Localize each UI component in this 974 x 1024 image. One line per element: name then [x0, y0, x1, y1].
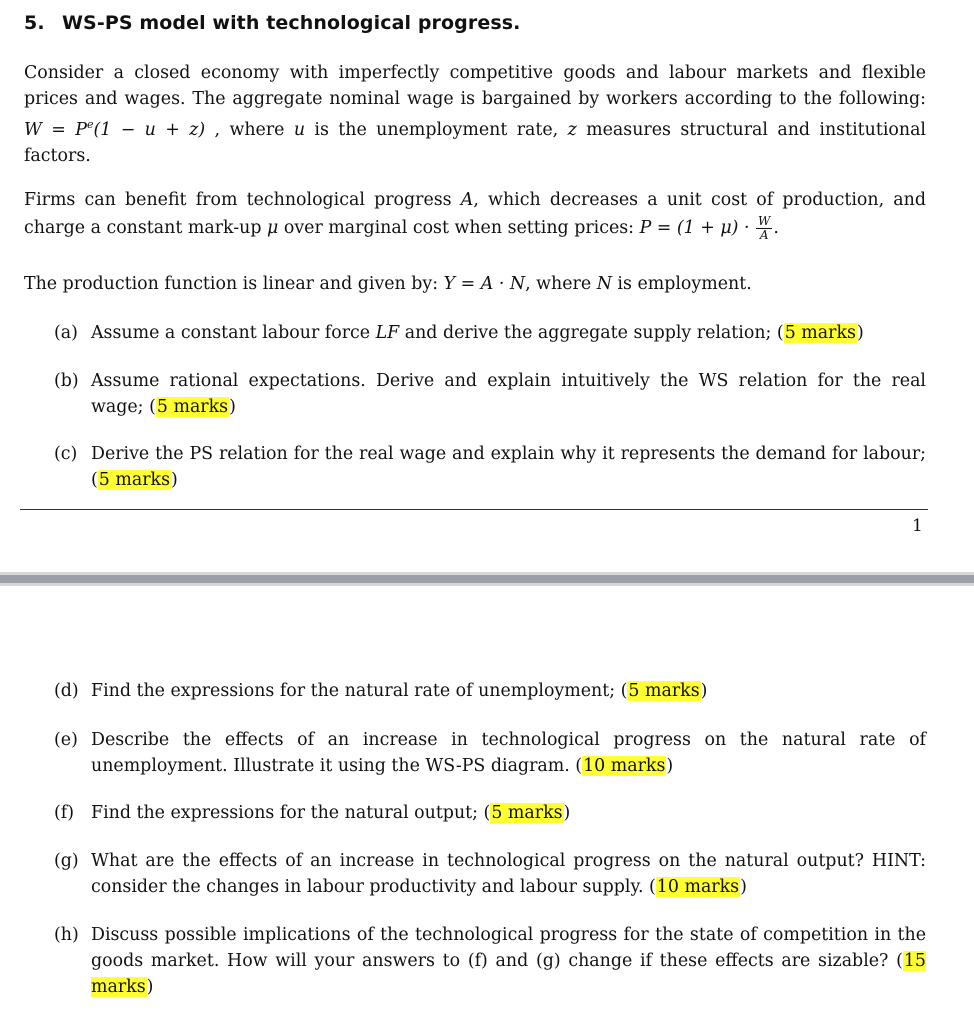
marks-highlight: 10 marks: [656, 877, 740, 897]
item-label: (d): [54, 681, 79, 701]
firms-text-4: .: [773, 218, 779, 238]
intro-text-2: , where: [205, 119, 294, 140]
item-text: Assume a constant labour force: [91, 323, 376, 343]
item-text: Discuss possible implications of the technological progress for the state of competition in the goods market. How will your answers to (f) and (g) change if these effects are sizable? (: [91, 925, 926, 971]
production-paragraph: [24, 271, 926, 297]
firms-text-3: over marginal cost when setting prices:: [278, 218, 640, 238]
production-text: The production function is linear and given by:: [24, 274, 444, 294]
wage-eq-sup: e: [86, 118, 94, 131]
wage-eq-lhs: W = P: [24, 119, 87, 140]
fraction-numerator: W: [758, 214, 771, 228]
document-page-2: [0, 586, 974, 1024]
intro-text-4: measures structural and institutional factors.: [24, 119, 926, 166]
item-label: (g): [54, 851, 79, 871]
production-equation: Y = A · N: [443, 274, 526, 294]
item-close: ): [229, 397, 236, 417]
var-u: u: [293, 119, 306, 140]
question-number: 5.: [24, 12, 45, 34]
item-close: ): [146, 977, 154, 997]
question-item-d: [54, 678, 926, 704]
firms-text: Firms can benefit from technological progress: [24, 190, 461, 210]
marks-highlight: 5 marks: [156, 397, 229, 417]
marks-highlight: 5 marks: [784, 323, 856, 343]
marks-highlight: 5 marks: [491, 803, 563, 823]
price-fraction: [756, 215, 772, 242]
item-close: ): [171, 470, 178, 490]
item-label: (c): [54, 444, 78, 464]
page-separator-bar: [0, 575, 974, 583]
item-label: (f): [54, 803, 75, 823]
question-item-e: [54, 727, 926, 779]
question-item-b: [54, 368, 926, 420]
question-heading: [24, 12, 520, 34]
item-label: (e): [54, 730, 78, 750]
item-close: ): [856, 323, 864, 343]
intro-paragraph: [24, 60, 926, 169]
question-item-c: [54, 441, 926, 493]
item-label: (a): [54, 323, 78, 343]
question-item-g: [54, 848, 926, 900]
page-separator: [0, 572, 974, 586]
firms-paragraph: [24, 186, 926, 242]
wage-eq-rhs: (1 − u + z): [93, 119, 206, 140]
var-z: z: [567, 119, 577, 140]
wage-equation: [24, 120, 205, 140]
item-text: What are the effects of an increase in technological progress on the natural output? HINT: consider the changes in labour productivity and labour supply. (: [91, 851, 926, 897]
item-close: ): [700, 681, 708, 701]
marks-highlight: 15 marks: [91, 951, 926, 997]
fraction-denominator: A: [759, 228, 769, 242]
var-LF: LF: [375, 323, 400, 343]
item-text-2: and derive the aggregate supply relation; (: [399, 323, 784, 343]
question-item-f: [54, 800, 926, 826]
item-label: (b): [54, 371, 79, 391]
page-number: 1: [912, 516, 923, 536]
item-text: Derive the PS relation for the real wage and explain why it represents the demand for labour; (: [91, 444, 926, 490]
production-text-3: is employment.: [611, 274, 752, 294]
footer-rule: [20, 509, 928, 510]
item-label: (h): [54, 925, 79, 945]
marks-highlight: 10 marks: [583, 756, 666, 776]
price-equation: P = (1 + μ) ·: [639, 218, 756, 238]
var-N: N: [596, 274, 612, 294]
intro-text-3: is the unemployment rate,: [305, 119, 568, 140]
item-text: Assume rational expectations. Derive and explain intuitively the WS relation for the real wage; (: [91, 371, 926, 417]
question-title: WS-PS model with technological progress.: [62, 12, 521, 34]
production-text-2: , where: [525, 274, 597, 294]
question-item-a: [54, 320, 926, 346]
intro-text: Consider a closed economy with imperfectly competitive goods and labour markets and flexible prices and wages. The aggregate nominal wage is bargained by workers according to the following:: [24, 63, 926, 109]
item-text: Find the expressions for the natural rate of unemployment; (: [91, 681, 628, 701]
marks-highlight: 5 marks: [98, 470, 171, 490]
marks-highlight: 5 marks: [628, 681, 700, 701]
item-close: ): [666, 756, 674, 776]
firms-text-2: , which decreases a unit cost of production, and charge a constant mark-up: [24, 190, 926, 238]
item-close: ): [563, 803, 571, 823]
var-mu: μ: [267, 218, 279, 238]
var-A: A: [460, 190, 474, 210]
item-text: Describe the effects of an increase in technological progress on the natural rate of unemployment. Illustrate it using the WS-PS diagram. (: [91, 730, 926, 776]
item-text: Find the expressions for the natural output; (: [91, 803, 491, 823]
question-item-h: [54, 922, 926, 1000]
item-close: ): [740, 877, 747, 897]
